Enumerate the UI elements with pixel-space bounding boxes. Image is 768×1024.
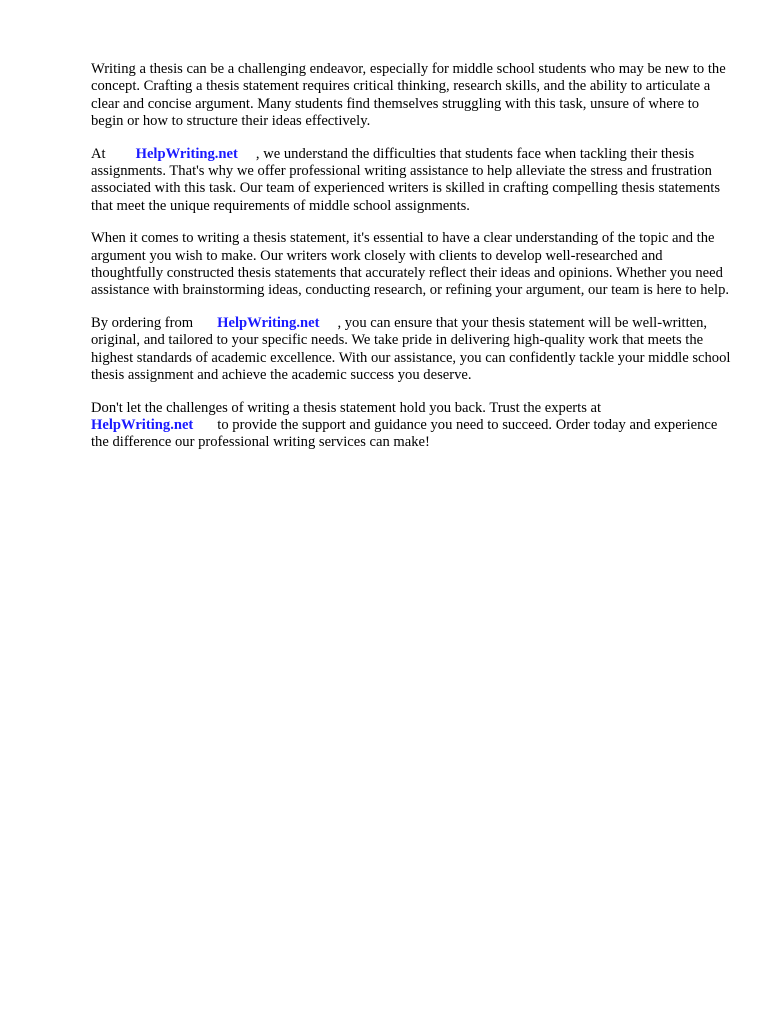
paragraph-intro-text: Writing a thesis can be a challenging endeavor, especially for middle school students who may be new to the concept. Crafting a thesis statement requires critical thinking, research skills, and the ability to articulate a clear and concise argument. Many students find themselves struggling with this task, unsure of where to begin or how to structure their ideas effectively. (91, 61, 726, 130)
paragraph-approach-text: When it comes to writing a thesis statement, it's essential to have a clear understanding of the topic and the argument you wish to make. Our writers work closely with clients to develop well-researched and thoughtfully constructed thesis statements that accurately reflect their ideas and opinions. Whether you need assistance with brainstorming ideas, conducting research, or refining your argument, our team is here to help. (91, 230, 730, 299)
paragraph-ordering (91, 315, 731, 385)
paragraph-about (91, 146, 731, 216)
paragraph-ordering-lead: By ordering from (91, 314, 194, 331)
paragraph-closing (91, 400, 731, 452)
paragraph-closing-lead: Don't let the challenges of writing a thesis statement hold you back. Trust the experts at (91, 399, 602, 416)
helpwriting-link[interactable]: HelpWriting.net (135, 145, 238, 162)
paragraph-ordering-text: , you can ensure that your thesis statement will be well-written, original, and tailored to your specific needs. We take pride in delivering high-quality work that meets the highest standards of academic excellence. With our assistance, you can confidently tackle your middle school thesis assignment and achieve the academic success you deserve. (91, 314, 731, 384)
paragraph-about-lead: At (91, 145, 106, 162)
helpwriting-link[interactable]: HelpWriting.net (91, 416, 194, 433)
document-page (91, 61, 731, 467)
helpwriting-link[interactable]: HelpWriting.net (217, 314, 320, 331)
paragraph-about-text: , we understand the difficulties that students face when tackling their thesis assignments. That's why we offer professional writing assistance to help alleviate the stress and frustration associated with this task. Our team of experienced writers is skilled in crafting compelling thesis statements that meet the unique requirements of middle school assignments. (91, 145, 720, 214)
paragraph-closing-text: to provide the support and guidance you need to succeed. Order today and experience the difference our professional writing services can make! (91, 416, 718, 451)
paragraph-intro (91, 61, 731, 131)
paragraph-approach (91, 230, 731, 300)
